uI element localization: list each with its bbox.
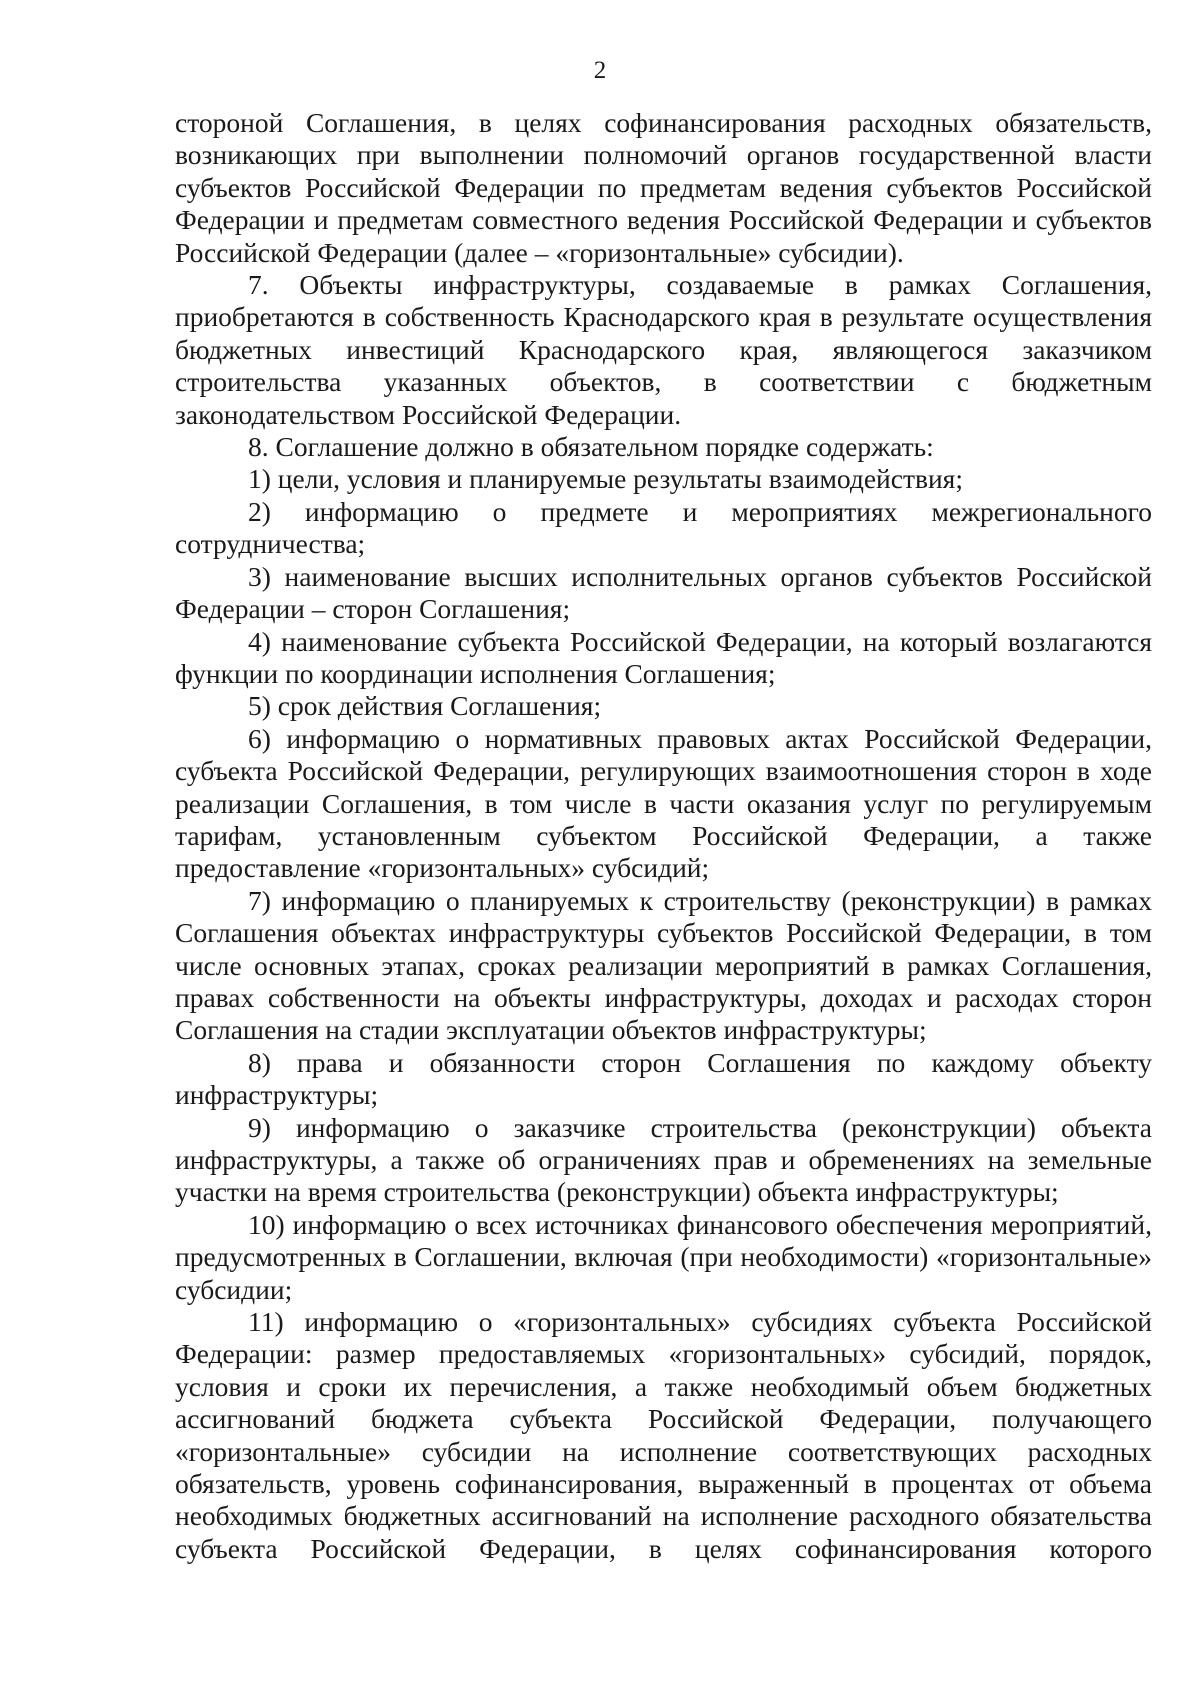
paragraph: 11) информацию о «горизонтальных» субсидиях субъекта Российской Федерации: размер предоставляемых «горизонтальных» субсидий, порядок, условия и сроки их перечисления, а также необходимый объем бюджетных ассигнований бюджета субъекта Российской Федерации, получающего «горизонтальные» субсидии на исполнение соответствующих расходных обязательств, уровень софинансирования, выраженный в процентах от объема необходимых бюджетных ассигнований на исполнение расходного обязательства субъекта Российской Федерации, в целях софинансирования которого (175, 1306, 1152, 1564)
paragraph: 10) информацию о всех источниках финансового обеспечения мероприятий, предусмотренных в Соглашении, включая (при необходимости) «горизонтальные» субсидии; (175, 1208, 1152, 1305)
paragraph: 3) наименование высших исполнительных органов субъектов Российской Федерации – сторон Соглашения; (175, 560, 1152, 625)
paragraph: 5) срок действия Соглашения; (248, 690, 602, 722)
paragraph: 1) цели, условия и планируемые результаты взаимодействия; (248, 463, 963, 495)
paragraph: 9) информацию о заказчике строительства (реконструкции) объекта инфраструктуры, а также об ограничениях прав и обременениях на земельные участки на время строительства (реконструкции) объекта инфраструктуры; (175, 1111, 1152, 1208)
page-number: 2 (593, 57, 607, 84)
paragraph: 7. Объекты инфраструктуры, создаваемые в рамках Соглашения, приобретаются в собственность Краснодарского края в результате осуществления бюджетных инвестиций Краснодарского края, являющегося заказчиком строительства указанных объектов, в соответствии с бюджетным законодательством Российской Федерации. (175, 269, 1152, 430)
paragraph: 7) информацию о планируемых к строительству (реконструкции) в рамках Соглашения объектах инфраструктуры субъектов Российской Федерации, в том числе основных этапах, сроках реализации мероприятий в рамках Соглашения, правах собственности на объекты инфраструктуры, доходах и расходах сторон Соглашения на стадии эксплуатации объектов инфраструктуры; (175, 884, 1152, 1046)
paragraph: стороной Соглашения, в целях софинансирования расходных обязательств, возникающих при выполнении полномочий органов государственной власти субъектов Российской Федерации по предметам ведения субъектов Российской Федерации и предметам совместного ведения Российской Федерации и субъектов Российской Федерации (далее – «горизонтальные» субсидии). (175, 107, 1152, 268)
paragraph: 8) права и обязанности сторон Соглашения по каждому объекту инфраструктуры; (175, 1046, 1152, 1111)
paragraph: 8. Соглашение должно в обязательном порядке содержать: (248, 431, 934, 463)
document-body (175, 107, 1152, 1565)
paragraph: 6) информацию о нормативных правовых актах Российской Федерации, субъекта Российской Федерации, регулирующих взаимоотношения сторон в ходе реализации Соглашения, в том числе в части оказания услуг по регулируемым тарифам, установленным субъектом Российской Федерации, а также предоставление «горизонтальных» субсидий; (175, 722, 1152, 884)
paragraph: 2) информацию о предмете и мероприятиях межрегионального сотрудничества; (175, 495, 1152, 560)
paragraph: 4) наименование субъекта Российской Федерации, на который возлагаются функции по координации исполнения Соглашения; (175, 625, 1152, 689)
